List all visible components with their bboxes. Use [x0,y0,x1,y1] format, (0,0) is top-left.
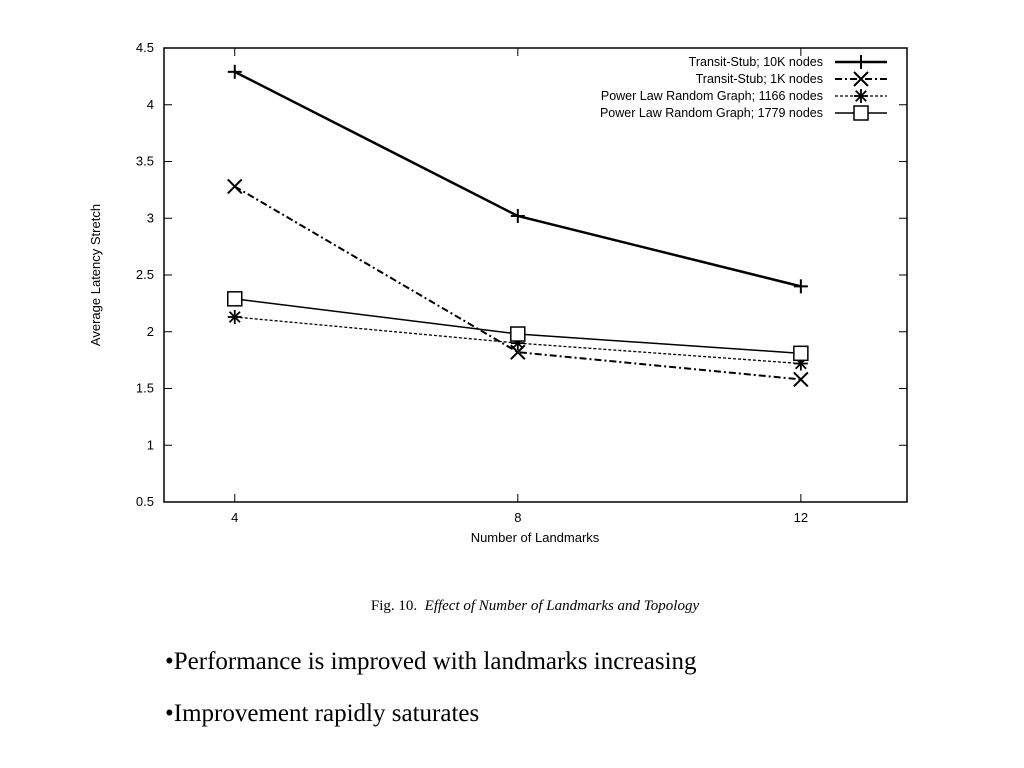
legend-label: Transit-Stub; 10K nodes [688,55,823,69]
x-tick-label: 12 [793,510,809,525]
data-point-plus [854,55,868,69]
legend-entry [689,55,887,69]
bullet-point: •Improvement rapidly saturates [165,700,480,727]
data-point-star [854,89,868,103]
y-tick-label: 1 [146,437,154,453]
y-axis-label: Average Latency Stretch [88,203,103,347]
data-point-plus [228,65,242,79]
x-tick-label: 4 [231,510,239,525]
y-tick-label: 4.5 [135,40,154,55]
legend [600,55,887,120]
legend-label: Power Law Random Graph; 1166 nodes [600,89,823,103]
y-tick-label: 2 [146,323,154,339]
y-tick-labels [136,40,154,509]
y-tick-label: 4 [146,96,154,112]
legend-entry [696,72,887,86]
x-axis-label: Number of Landmarks [470,530,600,545]
data-point-plus [794,279,808,293]
caption-title: Effect of Number of Landmarks and Topology [424,598,700,614]
legend-entry [601,89,887,103]
data-point-square [228,292,242,306]
y-tick-label: 2.5 [135,267,154,282]
y-tick-label: 3 [146,210,154,226]
series-line [235,72,801,287]
y-tick-label: 3.5 [135,153,154,169]
data-point-star [228,310,242,324]
data-point-cross [794,372,808,386]
legend-entry [600,106,887,120]
data-point-plus [511,209,525,223]
y-tick-label: 0.5 [135,494,154,509]
data-point-cross [228,179,242,193]
data-point-square [511,327,525,341]
y-tick-label: 1.5 [135,380,154,396]
bullet-point: •Performance is improved with landmarks increasing [165,648,697,675]
legend-label: Power Law Random Graph; 1779 nodes [599,106,823,120]
x-tick-label: 8 [514,510,522,525]
caption-prefix: Fig. 10. [370,598,418,614]
data-point-square [794,346,808,360]
legend-label: Transit-Stub; 1K nodes [695,72,823,86]
figure-caption [0,598,1024,615]
data-point-square [854,106,868,120]
x-tick-labels [231,510,808,525]
